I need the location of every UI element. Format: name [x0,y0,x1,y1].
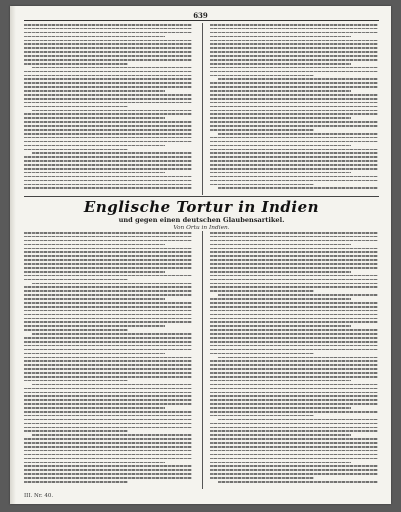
text-line [24,407,165,409]
text-line [24,341,192,343]
text-line [24,32,192,34]
text-line [210,306,378,308]
text-line [210,430,378,432]
text-line [32,434,192,436]
text-line [210,36,351,38]
text-line [210,152,378,154]
text-line [210,286,378,288]
text-line [210,40,378,42]
text-line [24,102,192,104]
text-line [218,419,378,421]
text-line [210,271,351,273]
text-line [24,55,192,57]
article-heading [24,199,379,232]
text-line [24,462,165,464]
text-line [210,160,378,162]
text-line [24,40,192,42]
column-divider-bottom [202,231,203,489]
text-line [210,458,378,460]
text-line [24,325,165,327]
text-line [24,395,192,397]
text-line [24,446,192,448]
text-line [210,349,378,351]
text-line [210,446,378,448]
text-line [24,24,192,26]
text-line [210,314,378,316]
text-line [24,71,192,73]
text-line [210,411,378,413]
text-line [210,113,378,115]
text-line [210,279,378,281]
text-line [210,251,378,253]
article-byline: Von Ortu in Indien. [173,225,230,231]
text-line [210,399,378,401]
text-line [210,176,378,178]
text-line [210,255,378,257]
text-line [210,180,378,182]
text-line [218,294,378,296]
text-line [24,302,192,304]
text-line [24,360,192,362]
text-line [210,28,378,30]
text-line [24,86,192,88]
column-divider-top [202,23,203,195]
text-line [218,187,378,189]
text-line [24,298,165,300]
text-line [210,259,378,261]
text-line [210,164,378,166]
text-line [210,345,378,347]
text-line [24,275,192,277]
text-line [210,353,314,355]
text-line [24,160,192,162]
text-line [210,75,314,77]
text-line [210,82,378,84]
text-line [210,156,378,158]
text-line [24,75,192,77]
text-line [218,78,378,80]
text-line [218,481,378,483]
text-line [210,477,314,479]
text-line [210,102,378,104]
text-line [24,380,128,382]
text-line [24,458,192,460]
text-right-top [210,24,378,191]
text-line [24,251,192,253]
text-line [24,388,192,390]
text-line [24,469,192,471]
text-line [210,298,351,300]
text-line [24,113,192,115]
text-line [210,59,378,61]
text-line [24,349,192,351]
column-left-top [24,24,192,194]
text-line [24,232,192,234]
text-line [24,106,128,108]
text-line [24,149,128,151]
text-line [210,32,378,34]
text-line [24,454,192,456]
text-line [210,473,378,475]
text-line [24,306,192,308]
text-line [24,314,192,316]
text-line [24,430,128,432]
text-line [24,294,192,296]
text-line [24,364,192,366]
article-title: Englische Tortur in Indien [83,198,320,216]
text-line [24,36,165,38]
issue-footer: III. Nr. 40. [24,493,54,499]
text-line [210,423,378,425]
text-line [210,325,351,327]
text-line [24,90,165,92]
text-line [210,450,378,452]
column-right-top [210,24,378,194]
text-line [24,172,165,174]
text-line [24,51,192,53]
text-line [24,184,192,186]
text-line [24,473,192,475]
text-line [210,55,378,57]
text-line [210,125,378,127]
text-line [210,263,378,265]
text-line [32,333,192,335]
text-line [210,337,378,339]
text-line [24,248,192,250]
text-line [24,259,192,261]
text-line [210,275,378,277]
text-line [24,28,192,30]
text-line [24,392,192,394]
text-line [210,407,351,409]
text-line [210,376,378,378]
text-line [210,415,314,417]
text-line [24,133,192,135]
text-line [210,283,378,285]
text-line [210,267,378,269]
text-line [210,244,351,246]
text-line [24,329,128,331]
text-line [210,24,378,26]
text-line [24,59,192,61]
article-subtitle: und gegen einen deutschen Glaubensartikel. [118,216,285,224]
text-line [218,357,378,359]
text-line [24,403,192,405]
text-line [210,462,351,464]
text-line [24,337,192,339]
text-line [210,141,378,143]
text-left-bottom [24,232,192,485]
text-line [24,310,192,312]
text-line [210,51,378,53]
text-line [24,345,192,347]
text-line [24,47,192,49]
article-separator-rule [24,196,379,197]
text-line [210,290,314,292]
text-line [24,94,192,96]
text-line [24,427,192,429]
text-line [210,106,378,108]
text-line [32,152,192,154]
text-line [210,368,378,370]
text-line [24,63,128,65]
newspaper-page [10,6,391,504]
text-line [24,419,192,421]
text-line [210,454,378,456]
text-line [24,236,192,238]
text-right-bottom [210,232,378,485]
text-line [210,427,378,429]
text-line [210,71,378,73]
text-line [210,384,378,386]
text-line [24,255,192,257]
text-line [210,43,378,45]
text-line [210,240,378,242]
text-line [210,129,314,131]
text-line [24,465,192,467]
text-line [24,121,192,123]
text-line [210,392,378,394]
text-line [210,168,378,170]
text-line [24,271,165,273]
text-line [24,321,192,323]
text-left-top [24,24,192,191]
text-line [24,267,192,269]
text-line [210,117,351,119]
text-line [210,395,378,397]
text-line [24,357,192,359]
text-line [24,450,192,452]
text-line [24,290,192,292]
text-line [210,310,378,312]
text-line [32,283,192,285]
text-line [24,168,192,170]
text-line [24,129,192,131]
text-line [32,110,192,112]
text-line [24,286,192,288]
text-line [210,184,314,186]
text-line [210,318,378,320]
text-line [210,86,378,88]
text-line [24,164,192,166]
text-line [210,110,378,112]
text-line [210,137,378,139]
text-line [24,279,128,281]
text-line [24,78,192,80]
text-line [24,156,192,158]
text-line [210,67,378,69]
text-line [210,248,378,250]
text-line [24,125,192,127]
text-line [24,442,192,444]
scan-edge [10,6,16,504]
text-line [210,341,378,343]
text-line [210,321,378,323]
text-line [210,438,378,440]
text-line [32,384,192,386]
text-line [210,121,378,123]
text-line [24,98,192,100]
column-left-bottom [24,232,192,488]
text-line [218,133,378,135]
text-line [24,353,165,355]
text-line [24,43,192,45]
text-line [210,388,378,390]
text-line [24,141,192,143]
text-line [24,399,192,401]
text-line [24,240,192,242]
text-line [24,481,128,483]
text-line [210,236,378,238]
text-line [210,149,378,151]
text-line [24,176,192,178]
text-line [210,232,378,234]
text-line [210,47,378,49]
text-line [24,368,192,370]
column-right-bottom [210,232,378,488]
text-line [24,415,192,417]
text-line [210,302,378,304]
text-line [24,82,192,84]
text-line [210,333,378,335]
text-line [24,117,165,119]
text-line [24,411,192,413]
text-line [24,137,192,139]
text-line [24,244,165,246]
text-line [24,438,192,440]
text-line [24,145,165,147]
text-line [210,360,378,362]
text-line [210,442,378,444]
text-line [24,180,192,182]
text-line [210,63,351,65]
text-line [210,380,351,382]
text-line [24,318,192,320]
header-rule [24,20,379,21]
text-line [210,329,378,331]
text-line [210,90,351,92]
text-line [210,364,378,366]
text-line [24,372,192,374]
text-line [24,376,192,378]
text-line [24,263,192,265]
text-line [210,403,378,405]
text-line [210,469,378,471]
text-line [210,94,378,96]
text-line [32,67,192,69]
text-line [210,172,351,174]
text-line [210,145,351,147]
text-line [210,98,378,100]
text-line [24,187,192,189]
text-line [210,465,378,467]
page-number: 639 [193,11,208,20]
text-line [24,477,192,479]
text-line [210,434,351,436]
text-line [210,372,378,374]
text-line [24,423,192,425]
